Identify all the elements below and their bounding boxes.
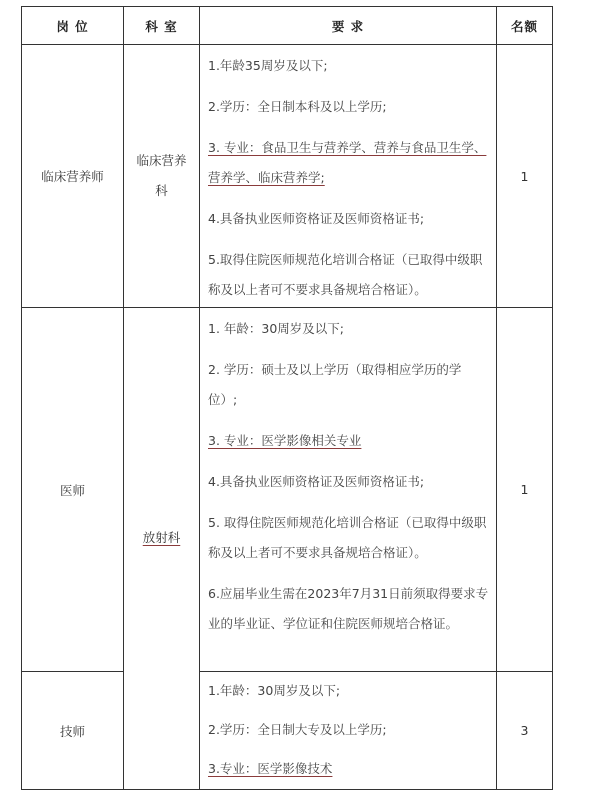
requirement-item: 5. 取得住院医师规范化培训合格证（已取得中级职称及以上者可不要求具备规培合格证）。 <box>208 515 487 560</box>
requirement-item: 6.应届毕业生需在2023年7月31日前须取得要求专业的毕业证、学位证和住院医师规培合格证。 <box>208 586 489 631</box>
header-requirements: 要 求 <box>200 7 497 45</box>
requirement-item: 5.取得住院医师规范化培训合格证（已取得中级职称及以上者可不要求具备规培合格证）。 <box>208 252 483 297</box>
header-position: 岗 位 <box>22 7 124 45</box>
requirement-item: 4.具备执业医师资格证及医师资格证书; <box>208 474 425 489</box>
requirement-item: 2.学历：全日制本科及以上学历; <box>208 99 387 114</box>
requirement-item: 1.年龄35周岁及以下; <box>208 58 328 73</box>
recruitment-table <box>21 6 553 790</box>
requirements-cell <box>200 672 497 790</box>
requirement-item: 2.学历：全日制大专及以上学历; <box>208 722 387 737</box>
department-label: 放射科 <box>142 530 181 545</box>
requirement-item: 3. 专业：食品卫生与营养学、营养与食品卫生学、营养学、临床营养学; <box>208 140 487 185</box>
department-label: 临床营养科 <box>136 153 187 198</box>
requirement-item: 4.具备执业医师资格证及医师资格证书; <box>208 211 425 226</box>
header-department: 科 室 <box>124 7 200 45</box>
table-row <box>22 672 553 790</box>
department-cell <box>124 45 200 308</box>
requirement-item: 1.年龄：30周岁及以下; <box>208 683 341 698</box>
position-cell: 医师 <box>22 308 124 672</box>
requirements-cell <box>200 308 497 672</box>
requirements-cell <box>200 45 497 308</box>
quota-cell: 1 <box>497 308 553 672</box>
quota-cell: 3 <box>497 672 553 790</box>
requirement-item: 2. 学历：硕士及以上学历（取得相应学历的学位）; <box>208 362 462 407</box>
table-row <box>22 308 553 672</box>
requirement-item: 1. 年龄：30周岁及以下; <box>208 321 345 336</box>
requirement-item: 3.专业：医学影像技术 <box>208 761 333 776</box>
position-cell: 技师 <box>22 672 124 790</box>
header-quota: 名额 <box>497 7 553 45</box>
requirement-item: 3. 专业：医学影像相关专业 <box>208 433 362 448</box>
table-header-row <box>22 7 553 45</box>
quota-cell: 1 <box>497 45 553 308</box>
position-cell: 临床营养师 <box>22 45 124 308</box>
table-row <box>22 45 553 308</box>
department-cell <box>124 308 200 790</box>
